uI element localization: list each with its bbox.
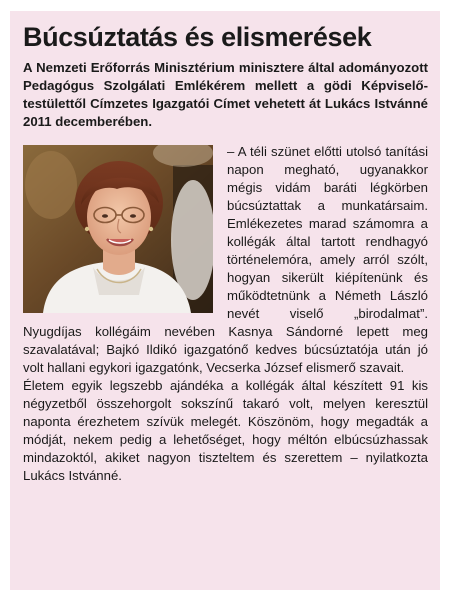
- article-paragraph-2: Életem egyik legszebb ajándéka a kollégák által készített 91 kis négyzetből összehorgolt sokszínű takaró volt, melyen keresztül naponta érezhetem szívük melegét. Köszönöm, hogy megadták a módját, nekem pedig a lehetőséget, hogy méltón elbúcsúzhassak mindazoktól, akiket nagyon tiszteltem és szerettem – nyilatkozta Lukács Istvánné.: [23, 378, 428, 483]
- article-lead: A Nemzeti Erőforrás Minisztérium minisztere által adományozott Pedagógus Szolgálati Emlékérem mellett a gödi Képviselő-testülettől Címzetes Igazgatói Címet vehetett át Lukács Istvánné 2011 decemberében.: [23, 60, 428, 129]
- portrait-photo: [23, 145, 213, 313]
- article-title: Búcsúztatás és elismerések: [23, 22, 372, 52]
- article-panel: [10, 11, 440, 590]
- article-body: [23, 143, 428, 485]
- article-paragraph-1: – A téli szünet előtti utolsó tanítási napon megható, ugyanakkor mégis vidám baráti légkörben búcsúztattak a munkatársaim. Emlékezetes marad számomra a kollégák által tartott rendhagyó történelemóra, amely arról szólt, hogyan sikerült kiépítenünk és működtetnünk a Németh László nevét viselő „birodalmat”. Nyugdíjas kollégáim nevében Kasnya Sándorné lepett meg szavalatával; Bajkó Ildikó igazgatónő kedves búcsúztatója után jó volt hallani egykori igazgatónk, Vecserka József elismerő szavait.: [23, 144, 428, 375]
